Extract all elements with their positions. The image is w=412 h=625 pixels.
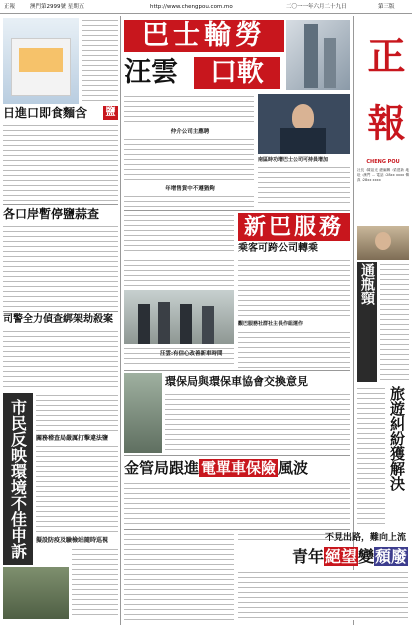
youth-main-2: 變 <box>357 547 374 566</box>
vertical-headline-left: 市民反映環境不佳申訴 <box>8 399 28 559</box>
insurance-headline-pre: 金管局跟進 <box>124 459 200 477</box>
portrait-photo <box>357 226 409 260</box>
official-caption: 南區時功增巴士公司可持員增加 <box>258 157 329 163</box>
port-headline: 各口岸暫停鹽蒜查 <box>3 207 100 221</box>
noodle-headline: 日進口即食麵含 <box>3 106 88 120</box>
bus-article-5 <box>238 330 350 368</box>
travel-headline: 旅遊糾紛獲解決 <box>388 386 406 491</box>
street-photo <box>3 567 69 619</box>
section-1-text <box>124 137 254 183</box>
article-headline-1: 關務稽查局嚴厲打擊違法鹽 <box>36 435 109 442</box>
bus-article-2 <box>124 258 234 288</box>
right-article-2 <box>357 386 385 526</box>
bus-meeting-photo <box>124 290 234 344</box>
masthead-subtitle: CHENG POU <box>366 159 400 165</box>
bus-article-3 <box>238 258 350 318</box>
env-article <box>165 392 350 452</box>
article-text-2 <box>72 547 118 619</box>
section-2: 年增售貨中不遵猶夠 <box>165 186 215 192</box>
official-article <box>258 165 350 205</box>
column-divider <box>120 16 121 625</box>
masthead-info: 社長 :陳祖光 總編輯 :梁建新 地址 :澳門 ... 電話 :28xx xxxx 傳真 :28xx xxxx <box>357 168 409 182</box>
env-headline: 環保局與環保車協會交換意見 <box>165 375 308 388</box>
masthead-title-bottom: 報 <box>361 103 406 141</box>
top-bar <box>0 0 412 14</box>
youth-pre: 不見出路，難向上流 <box>324 533 406 543</box>
section-1: 仲介公司主應聘 <box>170 129 210 135</box>
youth-article <box>238 570 408 620</box>
youth-main-end: 頹廢 <box>374 547 407 566</box>
noodle-text <box>82 18 118 104</box>
article-text-1 <box>36 444 118 534</box>
lower-article-1 <box>124 532 234 620</box>
insurance-article <box>124 481 350 527</box>
vertical-article <box>36 393 118 433</box>
section-2-text <box>124 194 254 208</box>
env-photo <box>124 373 162 453</box>
bus-headline: 新巴服務 <box>238 213 350 241</box>
vertical-banner-left <box>3 393 33 565</box>
port-article <box>3 224 118 310</box>
insurance-headline-post: 風波 <box>278 459 309 477</box>
noodle-article <box>3 123 118 203</box>
caption-1: 汪雲:有信心改善新車時間 <box>160 351 223 357</box>
vertical-headline-right: 通瓶頸 <box>359 263 375 305</box>
insurance-headline <box>124 457 350 479</box>
bus-article-1 <box>124 213 234 255</box>
insurance-headline-highlight: 電單車保險 <box>201 459 277 477</box>
youth-main-highlight: 絕望 <box>324 547 357 566</box>
youth-main-1: 青年 <box>291 547 324 566</box>
bus-sub: 乘客可跨公司轉乘 <box>238 243 318 254</box>
topbar-paper: 正報 <box>4 4 16 10</box>
masthead-title-top: 正 <box>361 36 406 74</box>
right-article-1 <box>380 262 409 382</box>
lead-article <box>124 94 254 126</box>
topbar-site[interactable]: http://www.chengpou.com.mo <box>150 4 233 10</box>
vertical-banner-right <box>357 262 377 382</box>
headline-top: 巴士輸勞 <box>124 20 284 52</box>
noodle-badge: 鹽 <box>103 106 118 120</box>
official-photo <box>258 94 350 154</box>
topbar-date-left: 澳門第2999號 星期五 <box>30 4 85 10</box>
article-headline-2: 擬設防疫及驗檢站隨時巡視 <box>36 537 109 544</box>
headline-sub-highlight: 口軟 <box>194 57 280 89</box>
topbar-date-right: 二〇一一年六月二十九日 <box>286 4 347 10</box>
noodle-photo <box>3 18 79 104</box>
topbar-page: 第三版 <box>378 4 395 10</box>
building-photo <box>286 20 350 90</box>
youth-headline <box>238 546 408 568</box>
police-article <box>3 329 118 391</box>
police-headline: 司警全力偵查綁架劫殺案 <box>3 314 113 325</box>
headline-sub-prefix: 汪雲 <box>124 57 178 88</box>
exhibition-caption: 觀巴服務社群社主長作組運作 <box>238 321 304 327</box>
